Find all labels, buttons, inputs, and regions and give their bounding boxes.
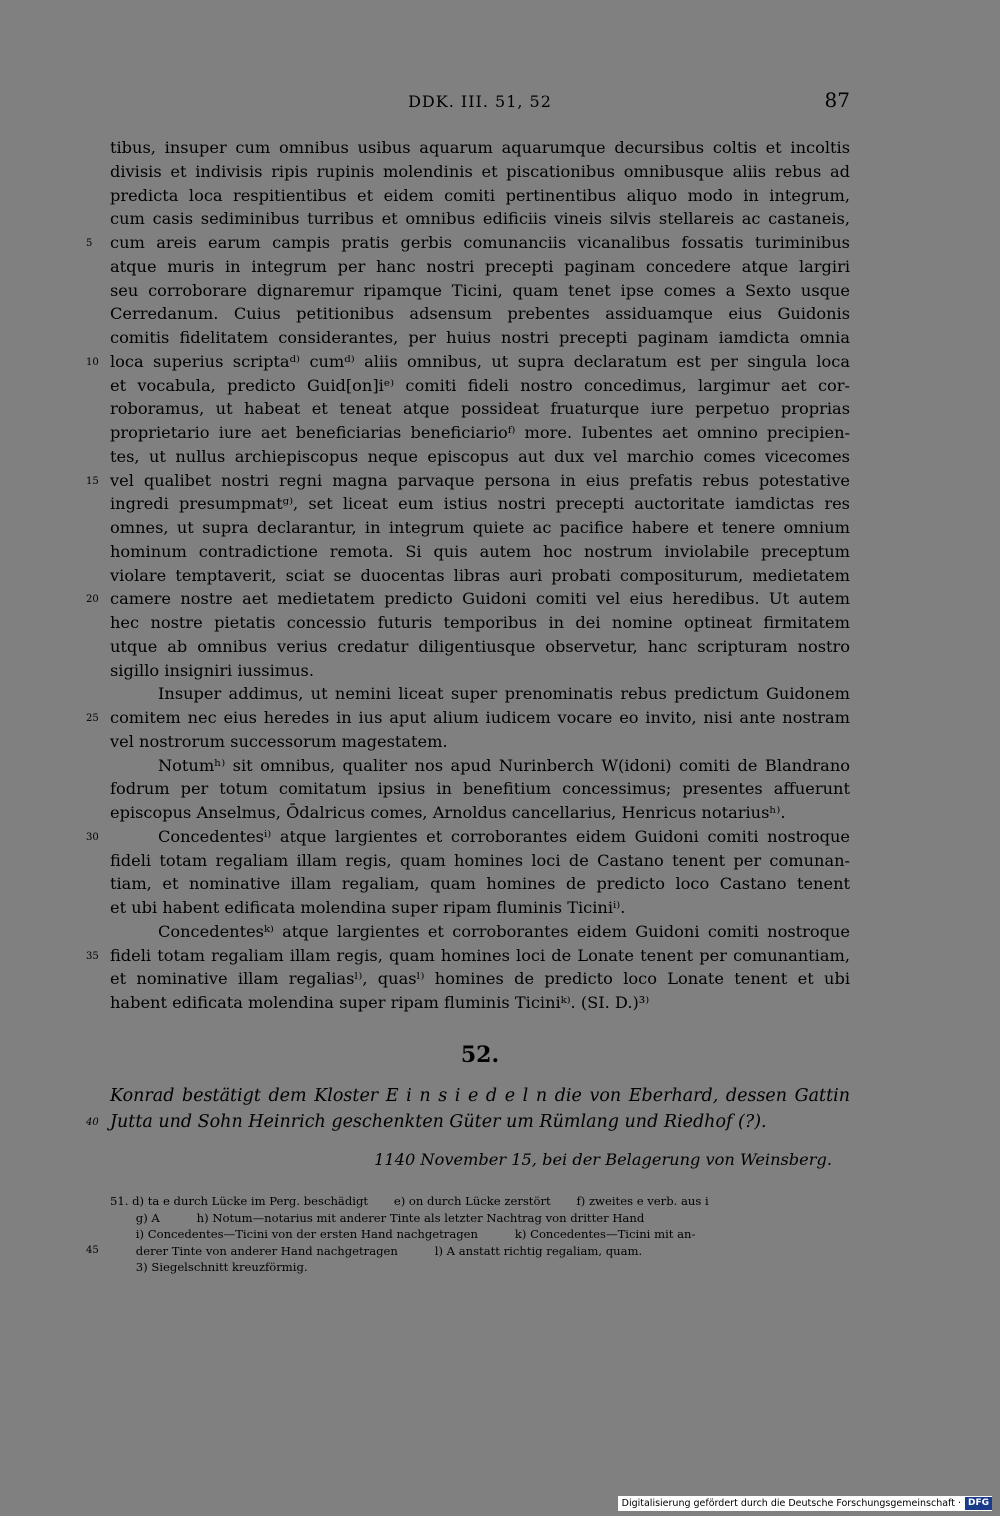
line-text: Cerredanum. Cuius petitionibus adsensum prebentes assiduamque eius Guidonis <box>110 304 850 324</box>
line-text: Concedentesⁱ⁾ atque largientes et corroborantes eidem Guidoni comiti nostroque <box>158 826 850 846</box>
line-number: 30 <box>86 831 99 843</box>
line-text: utque ab omnibus verius credatur diligentiusque observetur, hanc scripturam nostro <box>110 636 850 656</box>
text-line <box>110 445 850 469</box>
text-line <box>86 350 850 374</box>
line-text: comitem nec eius heredes in ius aput alium iudicem vocare eo invito, nisi ante nostram <box>110 708 850 727</box>
text-line <box>86 231 850 255</box>
line-text: loca superius scriptaᵈ⁾ cumᵈ⁾ aliis omnibus, ut supra declaratum est per singula loca <box>110 351 850 371</box>
line-text: vel qualibet nostri regni magna parvaque persona in eius prefatis rebus potestative <box>110 470 850 490</box>
line-text: tes, ut nullus archiepiscopus neque episcopus aut dux vel marchio comes vicecomes <box>110 446 850 466</box>
note-line <box>110 1193 850 1210</box>
text-line <box>110 754 850 778</box>
line-text: atque muris in integrum per hanc nostri precepti paginam concedere atque largiri <box>110 256 850 276</box>
footnotes <box>86 1193 850 1276</box>
line-text: 51. d) ta e durch Lücke im Perg. beschädigt e) on durch Lücke zerstört f) zweites e verb. aus i <box>110 1194 709 1208</box>
note-line <box>110 1226 850 1243</box>
regest-line <box>110 1083 850 1109</box>
text-line <box>110 160 850 184</box>
line-number: 10 <box>86 356 99 368</box>
dfg-logo: DFG <box>965 1497 992 1510</box>
line-text: comitis fidelitatem considerantes, per huius nostri precepti paginam iamdicta omnia <box>110 328 850 347</box>
line-text: episcopus Anselmus, Ōdalricus comes, Arnoldus cancellarius, Henricus notariusʰ⁾. <box>110 803 786 822</box>
text-line <box>86 944 850 968</box>
line-text: ingredi presumpmatᵍ⁾, set liceat eum istius nostri precepti auctoritate iamdictas res <box>110 494 850 514</box>
line-text: cum areis earum campis pratis gerbis comunanciis vicanalibus fossatis turiminibus <box>110 233 850 252</box>
text-line <box>110 730 850 754</box>
text-line <box>110 967 850 991</box>
page-number: 87 <box>824 88 850 112</box>
line-text: Konrad bestätigt dem Kloster E i n s i e d e l n die von Eberhard, dessen Gattin <box>110 1086 850 1106</box>
note-line <box>86 1243 850 1260</box>
line-text: hec nostre pietatis concessio futuris temporibus in dei nomine optineat firmitatem <box>110 613 850 632</box>
footer-credit-text: Digitalisierung gefördert durch die Deutsche Forschungsgemeinschaft · <box>621 1498 961 1509</box>
line-text: fideli totam regaliam illam regis, quam homines loci de Castano tenent per comunan- <box>110 850 850 870</box>
text-line <box>86 706 850 730</box>
text-line <box>110 302 850 326</box>
text-line <box>110 991 850 1015</box>
line-text: Insuper addimus, ut nemini liceat super prenominatis rebus predictum Guidonem <box>158 684 850 704</box>
dating-line: 1140 November 15, bei der Belagerung von Weinsberg. <box>374 1150 832 1169</box>
text-line <box>110 136 850 160</box>
text-line <box>110 374 850 398</box>
text-line <box>110 896 850 920</box>
text-line <box>86 825 850 849</box>
line-text: violare temptaverit, sciat se duocentas libras auri probati compositurum, medietatem <box>110 565 850 585</box>
text-line <box>110 801 850 825</box>
note-line <box>110 1210 850 1227</box>
text-line <box>86 587 850 611</box>
text-line <box>110 777 850 801</box>
text-line <box>110 635 850 659</box>
line-text: i) Concedentes—Ticini von der ersten Hand nachgetragen k) Concedentes—Ticini mit an- <box>110 1227 696 1241</box>
text-line <box>110 421 850 445</box>
line-text: roboramus, ut habeat et teneat atque possideat fruaturque iure perpetuo proprias <box>110 399 850 419</box>
running-head-title: DDK. III. 51, 52 <box>408 92 552 111</box>
text-line <box>110 849 850 873</box>
text-line <box>110 611 850 635</box>
text-line <box>110 207 850 231</box>
regest-line <box>86 1109 850 1135</box>
line-text: et vocabula, predicto Guid[on]iᵉ⁾ comiti fideli nostro concedimus, largimur aet cor- <box>110 375 850 395</box>
text-line <box>110 682 850 706</box>
line-text: predicta loca respitientibus et eidem comiti pertinentibus aliquo modo in integrum, <box>110 185 850 205</box>
line-text: vel nostrorum successorum magestatem. <box>110 731 448 751</box>
line-text: 3) Siegelschnitt kreuzförmig. <box>110 1260 308 1274</box>
text-line <box>110 659 850 683</box>
line-number: 25 <box>86 713 99 724</box>
line-number: 45 <box>86 1244 99 1256</box>
note-line <box>110 1259 850 1276</box>
text-line <box>110 872 850 896</box>
line-text: hominum contradictione remota. Si quis autem hoc nostrum inviolabile preceptum <box>110 541 850 561</box>
line-text: habent edificata molendina super ripam fluminis Ticiniᵏ⁾. (SI. D.)³⁾ <box>110 993 650 1012</box>
body-text <box>86 136 850 1015</box>
line-text: Notumʰ⁾ sit omnibus, qualiter nos apud Nurinberch W(idoni) comiti de Blandrano <box>158 755 850 775</box>
line-text: divisis et indivisis ripis rupinis molendinis et piscationibus omnibusque aliis rebus ad <box>110 161 850 181</box>
line-number: 20 <box>86 594 99 606</box>
text-line <box>110 540 850 564</box>
line-text: derer Tinte von anderer Hand nachgetragen l) A anstatt richtig regaliam, quam. <box>110 1243 643 1258</box>
text-line <box>110 279 850 303</box>
text-line <box>110 920 850 944</box>
line-text: seu corroborare dignaremur ripamque Ticini, quam tenet ipse comes a Sexto usque <box>110 280 850 300</box>
text-line <box>86 469 850 493</box>
line-number: 5 <box>86 238 93 249</box>
line-text: fodrum per totum comitatum ipsius in benefitium concessimus; presentes affuerunt <box>110 779 850 799</box>
text-line <box>110 516 850 540</box>
running-head <box>110 88 850 116</box>
line-text: g) A h) Notum—notarius mit anderer Tinte als letzter Nachtrag von dritter Hand <box>110 1210 645 1225</box>
line-text: tibus, insuper cum omnibus usibus aquarum aquarumque decursibus coltis et incoltis <box>110 138 850 157</box>
line-text: omnes, ut supra declarantur, in integrum quiete ac pacifice habere et tenere omnium <box>110 518 850 537</box>
line-text: et ubi habent edificata molendina super ripam fluminis Ticiniⁱ⁾. <box>110 898 626 917</box>
line-text: fideli totam regaliam illam regis, quam homines loci de Lonate tenent per comunantiam, <box>110 945 850 965</box>
line-text: et nominative illam regaliasˡ⁾, quasˡ⁾ homines de predicto loco Lonate tenent et ubi <box>110 969 850 989</box>
footer-credit <box>618 1496 992 1511</box>
text-line <box>110 397 850 421</box>
text-line <box>110 255 850 279</box>
text-line <box>110 564 850 588</box>
text-line <box>110 326 850 350</box>
regest <box>86 1083 850 1135</box>
line-number: 35 <box>86 950 99 962</box>
line-number: 15 <box>86 475 99 487</box>
text-line <box>110 492 850 516</box>
line-text: cum casis sediminibus turribus et omnibus edificiis vineis silvis stellareis ac castaneis, <box>110 209 850 229</box>
line-text: sigillo insigniri iussimus. <box>110 660 315 680</box>
line-text: Jutta und Sohn Heinrich geschenkten Güter um Rümlang und Riedhof (?). <box>110 1112 767 1132</box>
document-number: 52. <box>460 1042 500 1068</box>
line-text: proprietario iure aet beneficiarias beneficiarioᶠ⁾ more. Iubentes aet omnino precipien- <box>110 423 850 442</box>
line-text: Concedentesᵏ⁾ atque largientes et corroborantes eidem Guidoni comiti nostroque <box>158 921 850 941</box>
line-text: camere nostre aet medietatem predicto Guidoni comiti vel eius heredibus. Ut autem <box>110 589 850 609</box>
line-number: 40 <box>86 1117 99 1128</box>
text-line <box>110 184 850 208</box>
line-text: tiam, et nominative illam regaliam, quam homines de predicto loco Castano tenent <box>110 874 850 894</box>
